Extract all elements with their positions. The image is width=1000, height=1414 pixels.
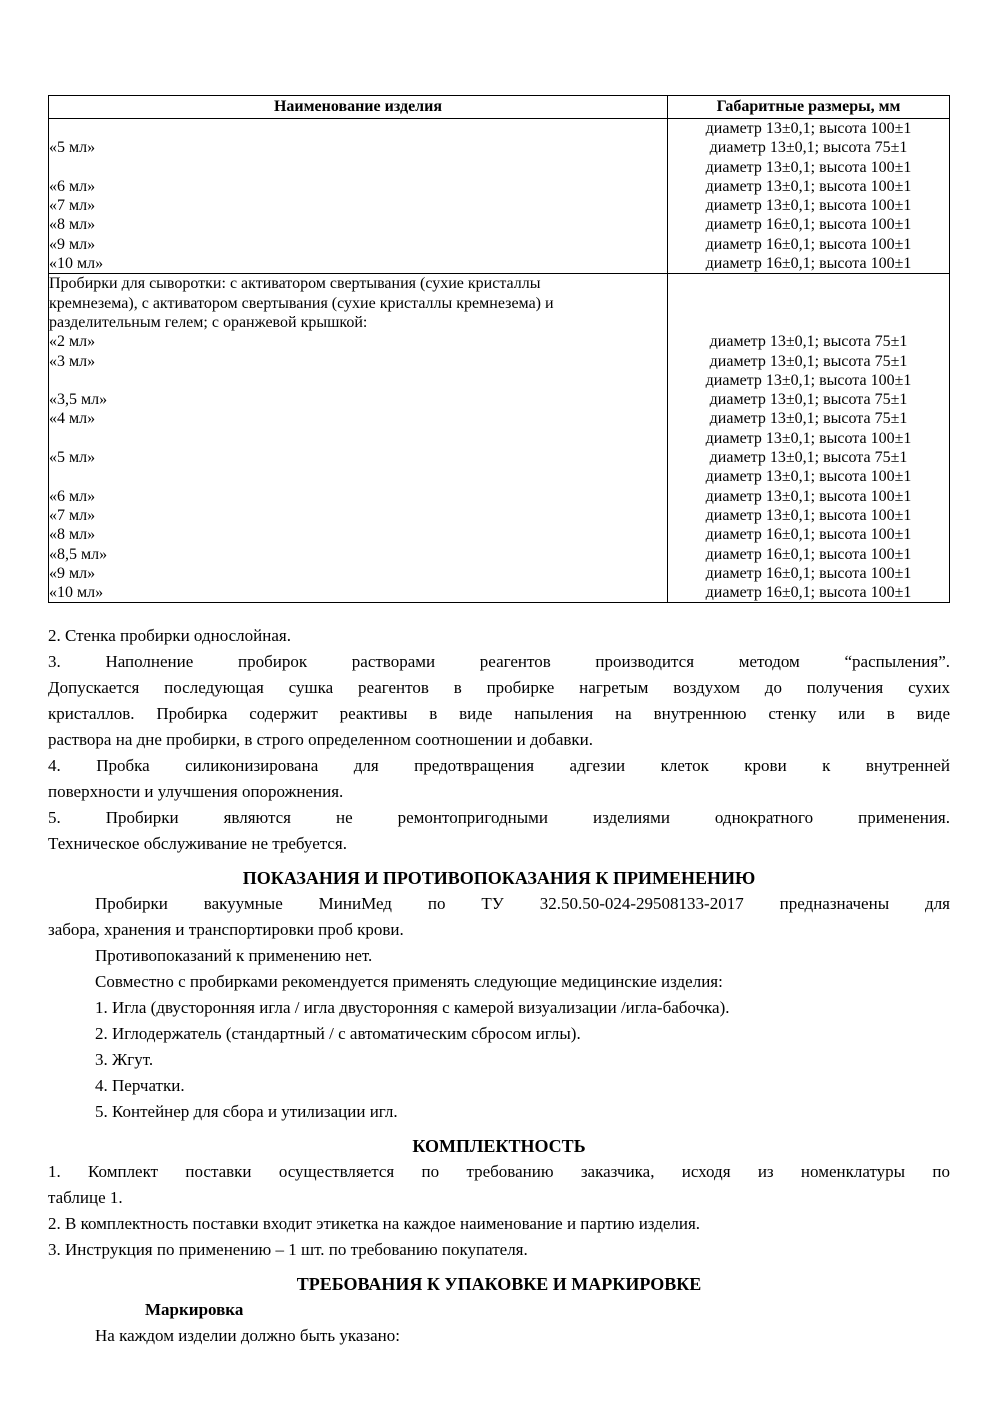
- list-item: 2. Иглодержатель (стандартный / с автоматическим сбросом иглы).: [95, 1024, 581, 1044]
- product-names-cell: [49, 119, 668, 274]
- paragraph-tube-wall: [48, 623, 950, 649]
- col-header-dimensions: Габаритные размеры, мм: [668, 96, 950, 119]
- text-line: Техническое обслуживание не требуется.: [48, 834, 348, 854]
- product-name-line: «2 мл»: [49, 333, 96, 351]
- text-line: 1. Комплект поставки осуществляется по требованию заказчика, исходя из номенклатуры по: [48, 1162, 950, 1182]
- table-section-plain-tubes: [49, 119, 950, 274]
- text-line: Допускается последующая сушка реагентов в пробирке нагретым воздухом до получения сухих: [48, 678, 950, 698]
- dimension-line: [668, 294, 949, 313]
- paragraph-silicone-stopper: [48, 753, 950, 805]
- product-name-line: «6 мл»: [49, 487, 96, 505]
- list-item: 1. Игла (двусторонняя игла / игла двусторонняя с камерой визуализации /игла-бабочка).: [95, 998, 730, 1018]
- table-section-serum-tubes: [49, 274, 950, 603]
- dimension-line: диаметр 13±0,1; высота 100±1: [705, 158, 912, 176]
- product-name-line: «6 мл»: [49, 177, 96, 195]
- text-line: Пробирки вакуумные МиниМед по ТУ 32.50.50-024-29508133-2017 предназначены для: [95, 894, 950, 914]
- product-name-line: «3 мл»: [49, 352, 96, 370]
- dimension-line: диаметр 13±0,1; высота 75±1: [709, 449, 908, 467]
- dimension-line: диаметр 16±0,1; высота 100±1: [705, 564, 912, 582]
- heading-packaging-marking: ТРЕБОВАНИЯ К УПАКОВКЕ И МАРКИРОВКЕ: [296, 1274, 702, 1295]
- dimension-line: диаметр 13±0,1; высота 100±1: [705, 120, 912, 137]
- product-name-line: [49, 429, 667, 448]
- dimension-line: [668, 313, 949, 332]
- completeness-item-1: [48, 1159, 950, 1211]
- product-name-line: [49, 467, 667, 486]
- product-name-line: «3,5 мл»: [49, 391, 108, 409]
- dimension-line: диаметр 13±0,1; высота 100±1: [705, 487, 912, 505]
- product-name-line: «10 мл»: [49, 584, 104, 602]
- paragraph-recommended-devices: [48, 969, 950, 995]
- text-line: 4. Пробка силиконизирована для предотвращения адгезии клеток крови к внутренней: [48, 756, 950, 776]
- product-name-line: «8,5 мл»: [49, 545, 108, 563]
- dimension-line: диаметр 16±0,1; высота 100±1: [705, 584, 912, 602]
- product-name-line: разделительным гелем; с оранжевой крышкой:: [49, 313, 368, 331]
- product-names-cell: [49, 274, 668, 603]
- text-line: 5. Пробирки являются не ремонтопригодными изделиями однократного применения.: [48, 808, 950, 828]
- product-name-line: «7 мл»: [49, 506, 96, 524]
- subheading-marking: Маркировка: [145, 1300, 244, 1320]
- list-item: 4. Перчатки.: [95, 1076, 185, 1096]
- text-line: забора, хранения и транспортировки проб крови.: [48, 920, 404, 940]
- dimension-line: диаметр 13±0,1; высота 75±1: [709, 391, 908, 409]
- table-header-row: [49, 96, 950, 119]
- heading-indications: ПОКАЗАНИЯ И ПРОТИВОПОКАЗАНИЯ К ПРИМЕНЕНИЮ: [242, 868, 756, 889]
- dimension-line: диаметр 16±0,1; высота 100±1: [705, 545, 912, 563]
- product-name-line: «8 мл»: [49, 216, 96, 234]
- dimension-line: диаметр 13±0,1; высота 75±1: [709, 333, 908, 351]
- text-line: На каждом изделии должно быть указано:: [95, 1326, 400, 1346]
- text-line: 3. Наполнение пробирок растворами реагентов производится методом “распыления”.: [48, 652, 950, 672]
- dimension-line: диаметр 16±0,1; высота 100±1: [705, 216, 912, 234]
- text-line: 2. В комплектность поставки входит этикетка на каждое наименование и партию изделия.: [48, 1214, 701, 1234]
- dimension-line: диаметр 13±0,1; высота 100±1: [705, 371, 912, 389]
- dimension-line: диаметр 16±0,1; высота 100±1: [705, 235, 912, 253]
- paragraph-marking-intro: [48, 1323, 950, 1349]
- text-line: кристаллов. Пробирка содержит реактивы в виде напыления на внутреннюю стенку или в виде: [48, 704, 950, 724]
- text-line: 2. Стенка пробирки однослойная.: [48, 626, 291, 646]
- heading-completeness: КОМПЛЕКТНОСТЬ: [412, 1136, 586, 1157]
- product-name-line: «5 мл»: [49, 449, 96, 467]
- product-name-line: [49, 158, 667, 177]
- product-name-line: [49, 119, 667, 138]
- list-item: 3. Жгут.: [95, 1050, 154, 1070]
- recommended-devices-list: [48, 995, 950, 1125]
- dimension-line: диаметр 13±0,1; высота 75±1: [709, 410, 908, 428]
- text-line: поверхности и улучшения опорожнения.: [48, 782, 344, 802]
- product-name-line: [49, 371, 667, 390]
- dimension-line: диаметр 13±0,1; высота 75±1: [709, 352, 908, 370]
- product-name-line: «10 мл»: [49, 255, 104, 273]
- dimension-line: диаметр 13±0,1; высота 100±1: [705, 197, 912, 215]
- col-header-product-name: Наименование изделия: [49, 96, 668, 119]
- text-line: таблице 1.: [48, 1188, 123, 1208]
- paragraph-purpose: [48, 891, 950, 943]
- dimension-line: [668, 274, 949, 293]
- paragraph-reagent-filling: [48, 649, 950, 753]
- product-name-line: «5 мл»: [49, 139, 96, 157]
- product-name-line: кремнезема), с активатором свертывания (сухие кристаллы кремнезема) и: [49, 294, 554, 312]
- dimension-line: диаметр 13±0,1; высота 100±1: [705, 177, 912, 195]
- dimension-line: диаметр 16±0,1; высота 100±1: [705, 526, 912, 544]
- dimension-line: диаметр 13±0,1; высота 75±1: [709, 139, 908, 157]
- dimension-line: диаметр 16±0,1; высота 100±1: [705, 255, 912, 273]
- completeness-item-2: [48, 1211, 950, 1237]
- text-line: раствора на дне пробирки, в строго определенном соотношении и добавки.: [48, 730, 593, 750]
- product-name-line: «4 мл»: [49, 410, 96, 428]
- dimensions-cell: [668, 274, 950, 603]
- product-spec-table: [48, 95, 950, 603]
- completeness-item-3: [48, 1237, 950, 1263]
- text-line: Совместно с пробирками рекомендуется применять следующие медицинские изделия:: [95, 972, 723, 992]
- product-name-line: «9 мл»: [49, 235, 96, 253]
- product-name-line: «7 мл»: [49, 197, 96, 215]
- document-body: [48, 623, 950, 1349]
- product-name-line: Пробирки для сыворотки: с активатором свертывания (сухие кристаллы: [49, 275, 541, 293]
- dimension-line: диаметр 13±0,1; высота 100±1: [705, 468, 912, 486]
- product-name-line: «9 мл»: [49, 564, 96, 582]
- text-line: 3. Инструкция по применению – 1 шт. по требованию покупателя.: [48, 1240, 528, 1260]
- text-line: Противопоказаний к применению нет.: [95, 946, 373, 966]
- dimensions-cell: [668, 119, 950, 274]
- dimension-line: диаметр 13±0,1; высота 100±1: [705, 506, 912, 524]
- list-item: 5. Контейнер для сбора и утилизации игл.: [95, 1102, 398, 1122]
- product-name-line: «8 мл»: [49, 526, 96, 544]
- dimension-line: диаметр 13±0,1; высота 100±1: [705, 429, 912, 447]
- paragraph-single-use: [48, 805, 950, 857]
- paragraph-contraindications: [48, 943, 950, 969]
